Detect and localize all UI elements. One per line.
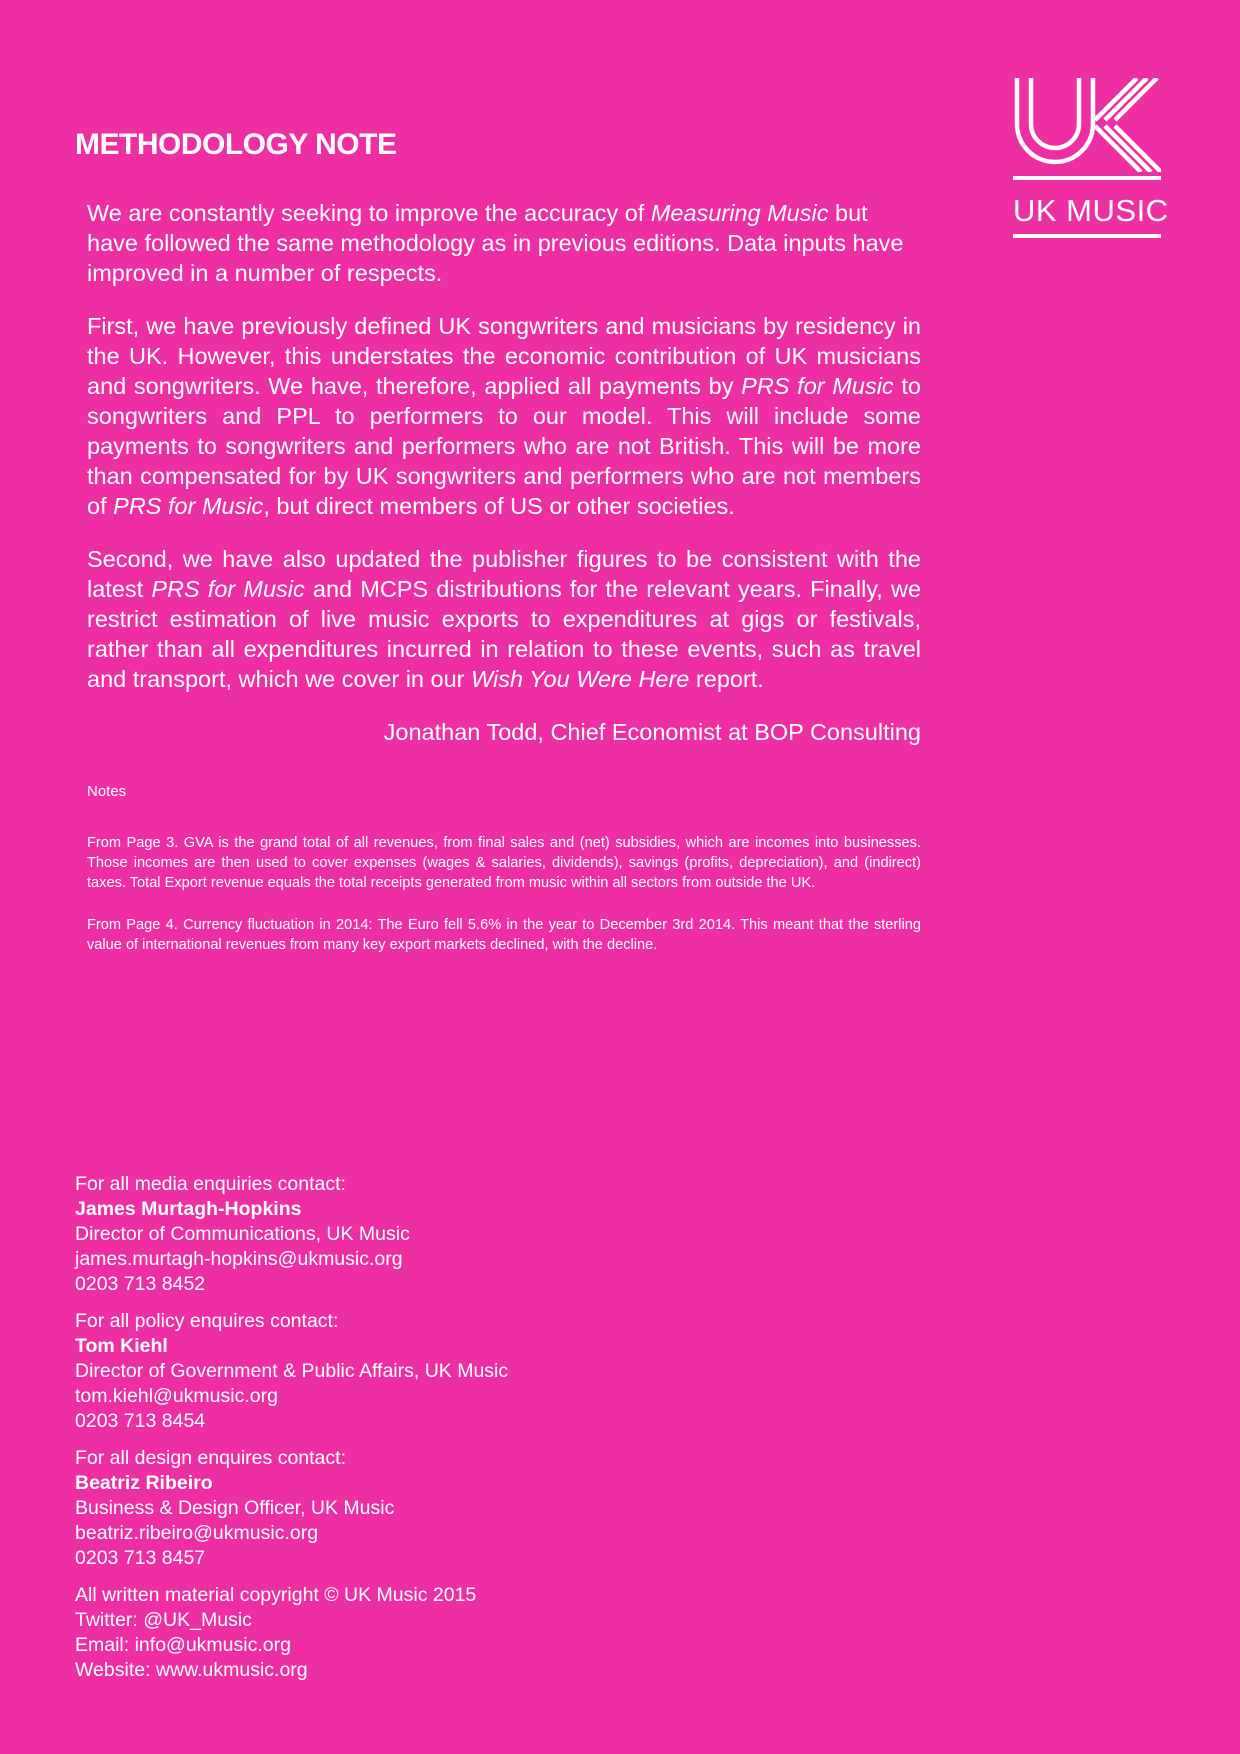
contact-intro: For all policy enquires contact: xyxy=(75,1310,339,1332)
contact-media xyxy=(75,1172,775,1297)
logo-rule-top xyxy=(1013,176,1161,180)
contact-intro: For all design enquires contact: xyxy=(75,1447,346,1469)
p3-italic-prs: PRS for Music xyxy=(151,576,305,602)
paragraph-2 xyxy=(87,311,921,521)
contact-phone: 0203 713 8454 xyxy=(75,1410,206,1432)
contact-name: Beatriz Ribeiro xyxy=(75,1472,213,1494)
p2-text-c: to songwriters and PPL to performers to our model. This will include some payments to songwriters and performers who are not British. This will be more than compensated for by UK songwriters and performers who are not members of xyxy=(87,373,921,519)
contact-role: Business & Design Officer, UK Music xyxy=(75,1497,395,1519)
methodology-body xyxy=(87,198,921,955)
contact-policy xyxy=(75,1309,775,1434)
note-item: From Page 3. GVA is the grand total of all revenues, from final sales and (net) subsidies, which are incomes into businesses. Those incomes are then used to cover expenses (wages & salaries, dividends), savings (profits, depreciation), and (indirect) taxes. Total Export revenue equals the total receipts generated from music within all sectors from outside the UK. xyxy=(87,835,921,891)
paragraph-3 xyxy=(87,544,921,694)
contact-design xyxy=(75,1446,775,1571)
p2-italic-prs: PRS for Music xyxy=(741,373,894,399)
footer-email-link[interactable]: Email: info@ukmusic.org xyxy=(75,1634,291,1656)
uk-logo-mark-icon xyxy=(1013,78,1161,172)
contact-email-link[interactable]: james.murtagh-hopkins@ukmusic.org xyxy=(75,1248,403,1270)
contacts-section xyxy=(75,1172,775,1683)
signature: Jonathan Todd, Chief Economist at BOP Consulting xyxy=(383,719,921,745)
contact-phone: 0203 713 8457 xyxy=(75,1547,206,1569)
contact-role: Director of Communications, UK Music xyxy=(75,1223,410,1245)
contact-intro: For all media enquiries contact: xyxy=(75,1173,346,1195)
notes-heading: Notes xyxy=(87,783,127,800)
contact-email-link[interactable]: tom.kiehl@ukmusic.org xyxy=(75,1385,278,1407)
page-title: METHODOLOGY NOTE xyxy=(75,128,397,161)
p1-text-c: but have followed the same methodology as in previous editions. Data inputs have improved in a number of respects. xyxy=(87,200,904,286)
note-item: From Page 4. Currency fluctuation in 2014: The Euro fell 5.6% in the year to December 3rd 2014. This meant that the sterling value of international revenues from many key export markets declined, with the decline. xyxy=(87,917,921,953)
p3-text-a: Second, we have also updated the publisher figures to be consistent with the latest xyxy=(87,546,921,602)
p2-text-a: First, we have previously defined UK songwriters and musicians by residency in the UK. However, this understates the economic contribution of UK musicians and songwriters. We have, therefore, applied all payments by xyxy=(87,313,921,399)
logo-wordmark: UK MUSIC xyxy=(1013,193,1169,228)
contact-name: Tom Kiehl xyxy=(75,1335,168,1357)
p3-italic-report: Wish You Were Here xyxy=(471,666,690,692)
website-link[interactable]: Website: www.ukmusic.org xyxy=(75,1659,308,1681)
p2-text-e: , but direct members of US or other societies. xyxy=(263,493,735,519)
contact-phone: 0203 713 8452 xyxy=(75,1273,206,1295)
logo-rule-bottom xyxy=(1013,234,1161,238)
copyright-text: All written material copyright © UK Music 2015 xyxy=(75,1584,477,1606)
footer-info xyxy=(75,1583,775,1683)
uk-music-logo xyxy=(1013,78,1169,238)
contact-email-link[interactable]: beatriz.ribeiro@ukmusic.org xyxy=(75,1522,319,1544)
contact-role: Director of Government & Public Affairs, UK Music xyxy=(75,1360,509,1382)
p3-text-e: report. xyxy=(689,666,764,692)
twitter-link[interactable]: Twitter: @UK_Music xyxy=(75,1609,252,1631)
p1-italic-title: Measuring Music xyxy=(650,200,829,226)
contact-name: James Murtagh-Hopkins xyxy=(75,1198,302,1220)
p1-text-a: We are constantly seeking to improve the accuracy of xyxy=(87,200,651,226)
p2-italic-prs-2: PRS for Music xyxy=(113,493,264,519)
p3-text-c: and MCPS distributions for the relevant years. Finally, we restrict estimation of live music exports to expenditures at gigs or festivals, rather than all expenditures incurred in relation to these events, such as travel and transport, which we cover in our xyxy=(87,576,922,692)
paragraph-1 xyxy=(87,198,921,288)
